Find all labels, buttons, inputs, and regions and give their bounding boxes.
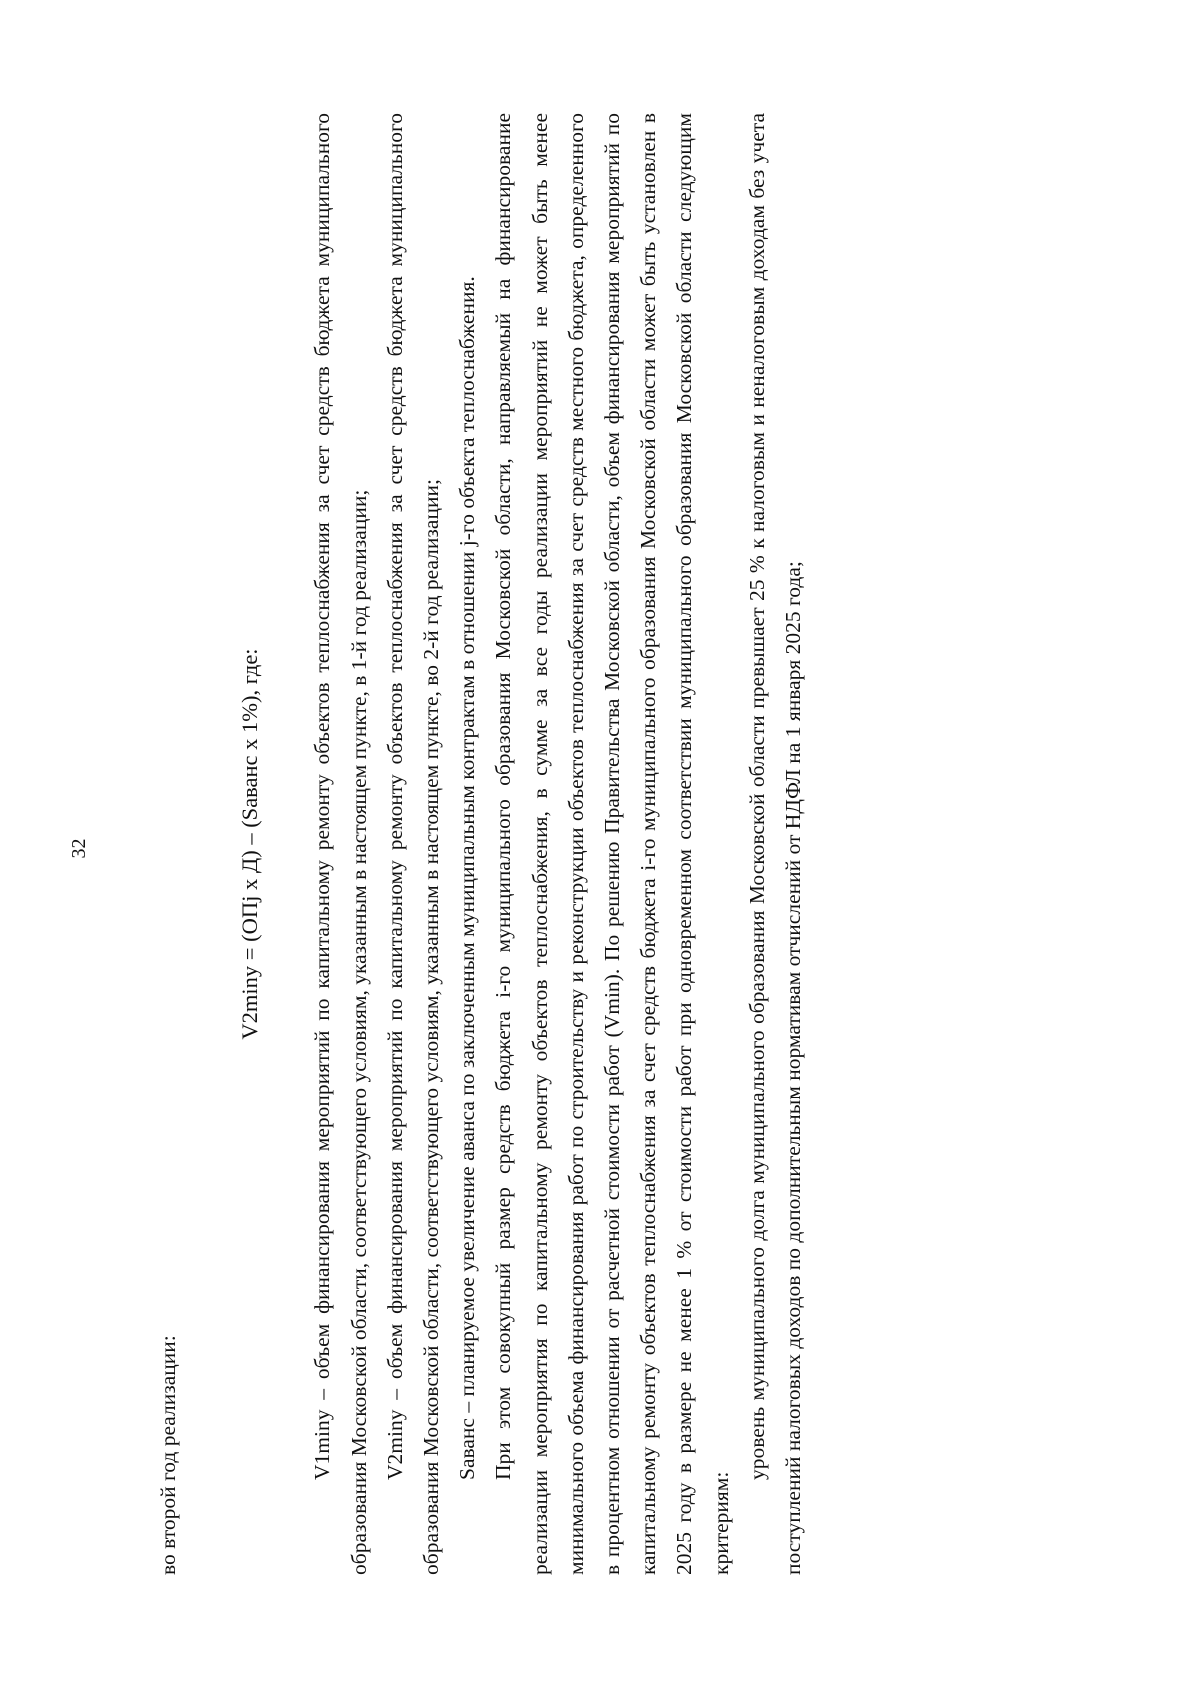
paragraph-v2miny: V2miny – объем финансирования мероприятий по капитальному ремонту объектов теплоснабжения за счет средств бюджета муниципального образования Московской области, соответствующего условиям, указанным в настоящем пункте, во 2-й год реализации; xyxy=(382,113,444,1575)
paragraph-total-budget: При этом совокупный размер средств бюджета i-го муниципального образования Московской области, направляемый на финансирование реализации мероприятия по капитальному ремонту объектов теплоснабжения, в сумме за все годы реализации мероприятий не может быть менее минимального объема финансирования работ по строительству и реконструкции объектов теплоснабжения за счет средств местного бюджета, определенного в процентном отношении от расчетной стоимости работ (Vmin). По решению Правительства Московской области, объем финансирования мероприятий по капитальному ремонту объектов теплоснабжения за счет средств бюджета i-го муниципального образования Московской области может быть установлен в 2025 году в размере не менее 1 % от стоимости работ при одновременном соответствии муниципального образования Московской области следующим критериям: xyxy=(491,113,733,1575)
formula: V2miny = (ОПj х Д) – (Sаванс х 1%), где: xyxy=(237,648,263,1040)
paragraph-savans: Sаванс – планируемое увеличение аванса по заключенным муниципальным контрактам в отношении j-го объекта теплоснабжения. xyxy=(455,276,480,1480)
page-body xyxy=(150,113,811,1575)
page-number: 32 xyxy=(68,838,90,859)
paragraph-debt-level: уровень муниципального долга муниципального образования Московской области превышает 25 % к налоговым и неналоговым доходам без учета поступлений налоговых доходов по дополнительным нормативам отчислений от НДФЛ на 1 января 2025 года; xyxy=(744,113,806,1575)
intro-line: во второй год реализации: xyxy=(156,1335,180,1575)
paragraph-v1miny: V1miny – объем финансирования мероприятий по капитальному ремонту объектов теплоснабжения за счет средств бюджета муниципального образования Московской области, соответствующего условиям, указанным в настоящем пункте, в 1-й год реализации; xyxy=(310,113,371,1575)
